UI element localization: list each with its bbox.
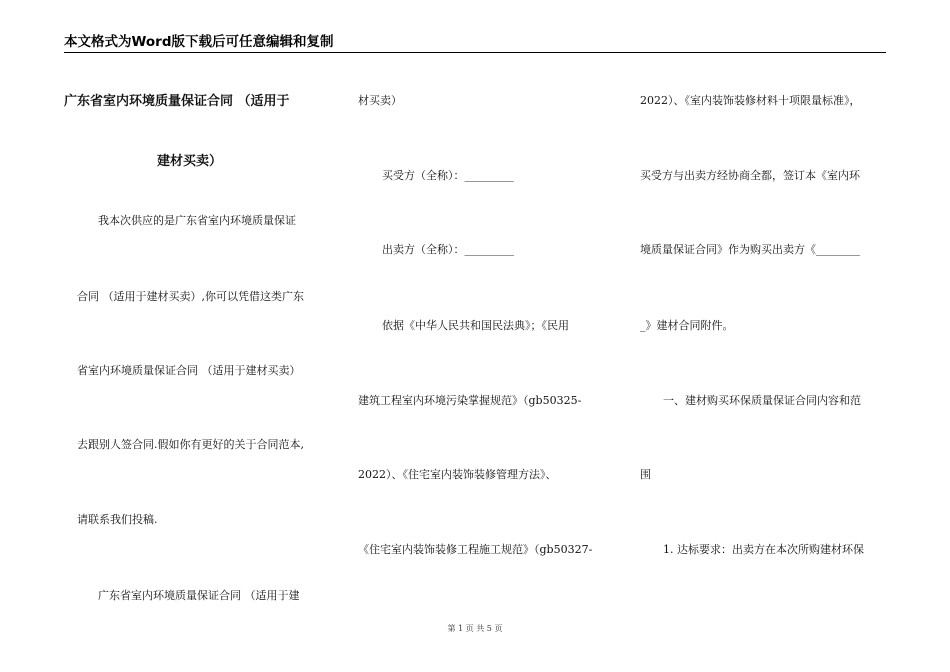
document-title-line-1: 广东省室内环境质量保证合同 （适用于 [64,94,290,109]
col3-section-heading: 一、建材购买环保质量保证合同内容和范 [663,394,861,407]
col3-line-2: 买受方与出卖方经协商全都，签订本《室内环 [640,169,860,182]
col2-line-7: 《住宅室内装饰装修工程施工规范》（gb50327- [358,543,593,556]
col1-line-1: 我本次供应的是广东省室内环境质量保证 [98,214,296,227]
col1-line-3: 省室内环境质量保证合同 （适用于建材买卖） [77,364,301,377]
col3-line-4: _》建材合同附件。 [640,319,734,332]
col2-seller-field: 出卖方（全称）：_________ [382,243,514,256]
page-header [64,34,886,53]
header-text: 本文格式为Word版下载后可任意编辑和复制 [64,34,334,50]
col2-line-1: 材买卖） [358,94,402,107]
col2-line-4: 依据《中华人民共和国民法典》；《民用 [382,319,569,332]
col1-line-5: 请联系我们投稿. [77,513,158,526]
page-footer: 第 1 页 共 5 页 [447,624,503,633]
col2-line-6: 2022）、《住宅室内装饰装修管理方法》、 [358,468,557,481]
col3-line-7: 1. 达标要求：出卖方在本次所购建材环保 [663,543,864,556]
col3-line-1: 2022）、《室内装饰装修材料十项限量标准》， [640,94,861,107]
col1-line-2: 合同 （适用于建材买卖）,你可以凭借这类广东 [77,290,304,303]
document-title-line-2: 建材买卖） [157,154,223,169]
col3-line-3: 境质量保证合同》作为购买出卖方《________ [640,243,860,256]
col2-buyer-field: 买受方（全称）：_________ [382,169,514,182]
col1-line-6: 广东省室内环境质量保证合同 （适用于建 [98,589,300,602]
col3-line-6: 围 [640,468,651,481]
col2-line-5: 建筑工程室内环境污染掌握规范》（gb50325- [358,394,582,407]
col1-line-4: 去跟别人签合同.假如你有更好的关于合同范本, [77,438,304,451]
